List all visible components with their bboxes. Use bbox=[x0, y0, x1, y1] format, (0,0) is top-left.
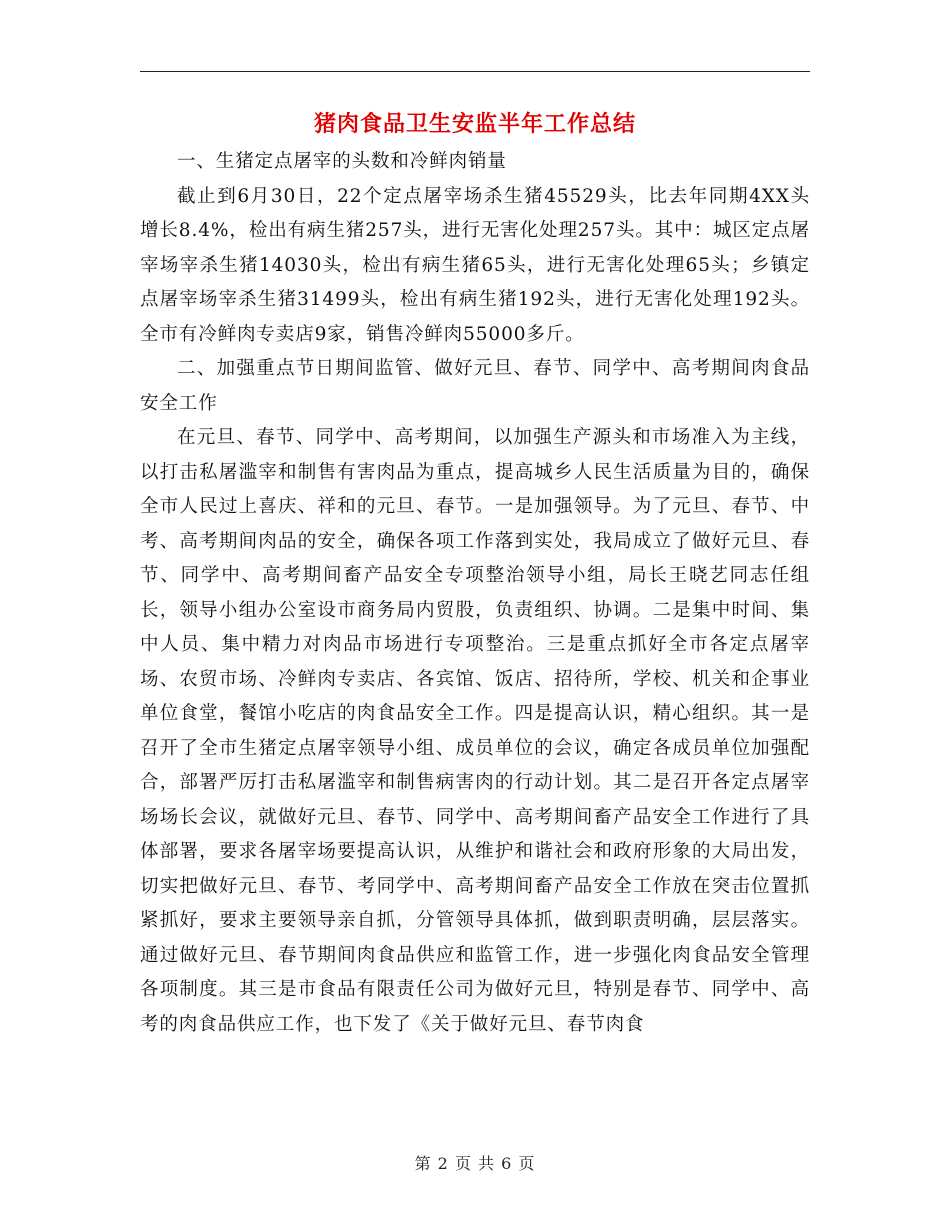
section-heading-2: 二、加强重点节日期间监管、做好元旦、春节、同学中、高考期间肉食品安全工作 bbox=[140, 358, 810, 414]
paragraph-holiday-supervision: 在元旦、春节、同学中、高考期间，以加强生产源头和市场准入为主线，以打击私屠滥宰和制售有害肉品为重点，提高城乡人民生活质量为目的，确保全市人民过上喜庆、祥和的元旦、春节。一是加强领导。为了元旦、春节、中考、高考期间肉品的安全，确保各项工作落到实处，我局成立了做好元旦、春节、同学中、高考期间畜产品安全专项整治领导小组，局长王晓艺同志任组长，领导小组办公室设市商务局内贸股，负责组织、协调。二是集中时间、集中人员、集中精力对肉品市场进行专项整治。三是重点抓好全市各定点屠宰场、农贸市场、冷鲜肉专卖店、各宾馆、饭店、招待所，学校、机关和企事业单位食堂，餐馆小吃店的肉食品安全工作。四是提高认识，精心组织。其一是召开了全市生猪定点屠宰领导小组、成员单位的会议，确定各成员单位加强配合，部署严厉打击私屠滥宰和制售病害肉的行动计划。其二是召开各定点屠宰场场长会议，就做好元旦、春节、同学中、高考期间畜产品安全工作进行了具体部署，要求各屠宰场要提高认识，从维护和谐社会和政府形象的大局出发，切实把做好元旦、春节、考同学中、高考期间畜产品安全工作放在突击位置抓紧抓好，要求主要领导亲自抓，分管领导具体抓，做到职责明确，层层落实。通过做好元旦、春节期间肉食品供应和监管工作，进一步强化肉食品安全管理各项制度。其三是市食品有限责任公司为做好元旦，特别是春节、同学中、高考的肉食品供应工作，也下发了《关于做好元旦、春节肉食 bbox=[140, 427, 810, 1035]
document-title: 猪肉食品卫生安监半年工作总结 bbox=[313, 111, 636, 137]
document-body bbox=[140, 145, 810, 1042]
page-number: 第 2 页 共 6 页 bbox=[414, 1154, 536, 1173]
section-heading-1: 一、生猪定点屠宰的头数和冷鲜肉销量 bbox=[177, 151, 507, 172]
header-rule bbox=[140, 71, 810, 72]
paragraph-slaughter-stats: 截止到6月30日，22个定点屠宰场杀生猪45529头，比去年同期4XX头增长8.4%，检出有病生猪257头，进行无害化处理257头。其中：城区定点屠宰场宰杀生猪14030头，检出有病生猪65头，进行无害化处理65头；乡镇定点屠宰场宰杀生猪31499头，检出有病生猪192头，进行无害化处理192头。全市有冷鲜肉专卖店9家，销售冷鲜肉55000多斤。 bbox=[140, 185, 810, 345]
